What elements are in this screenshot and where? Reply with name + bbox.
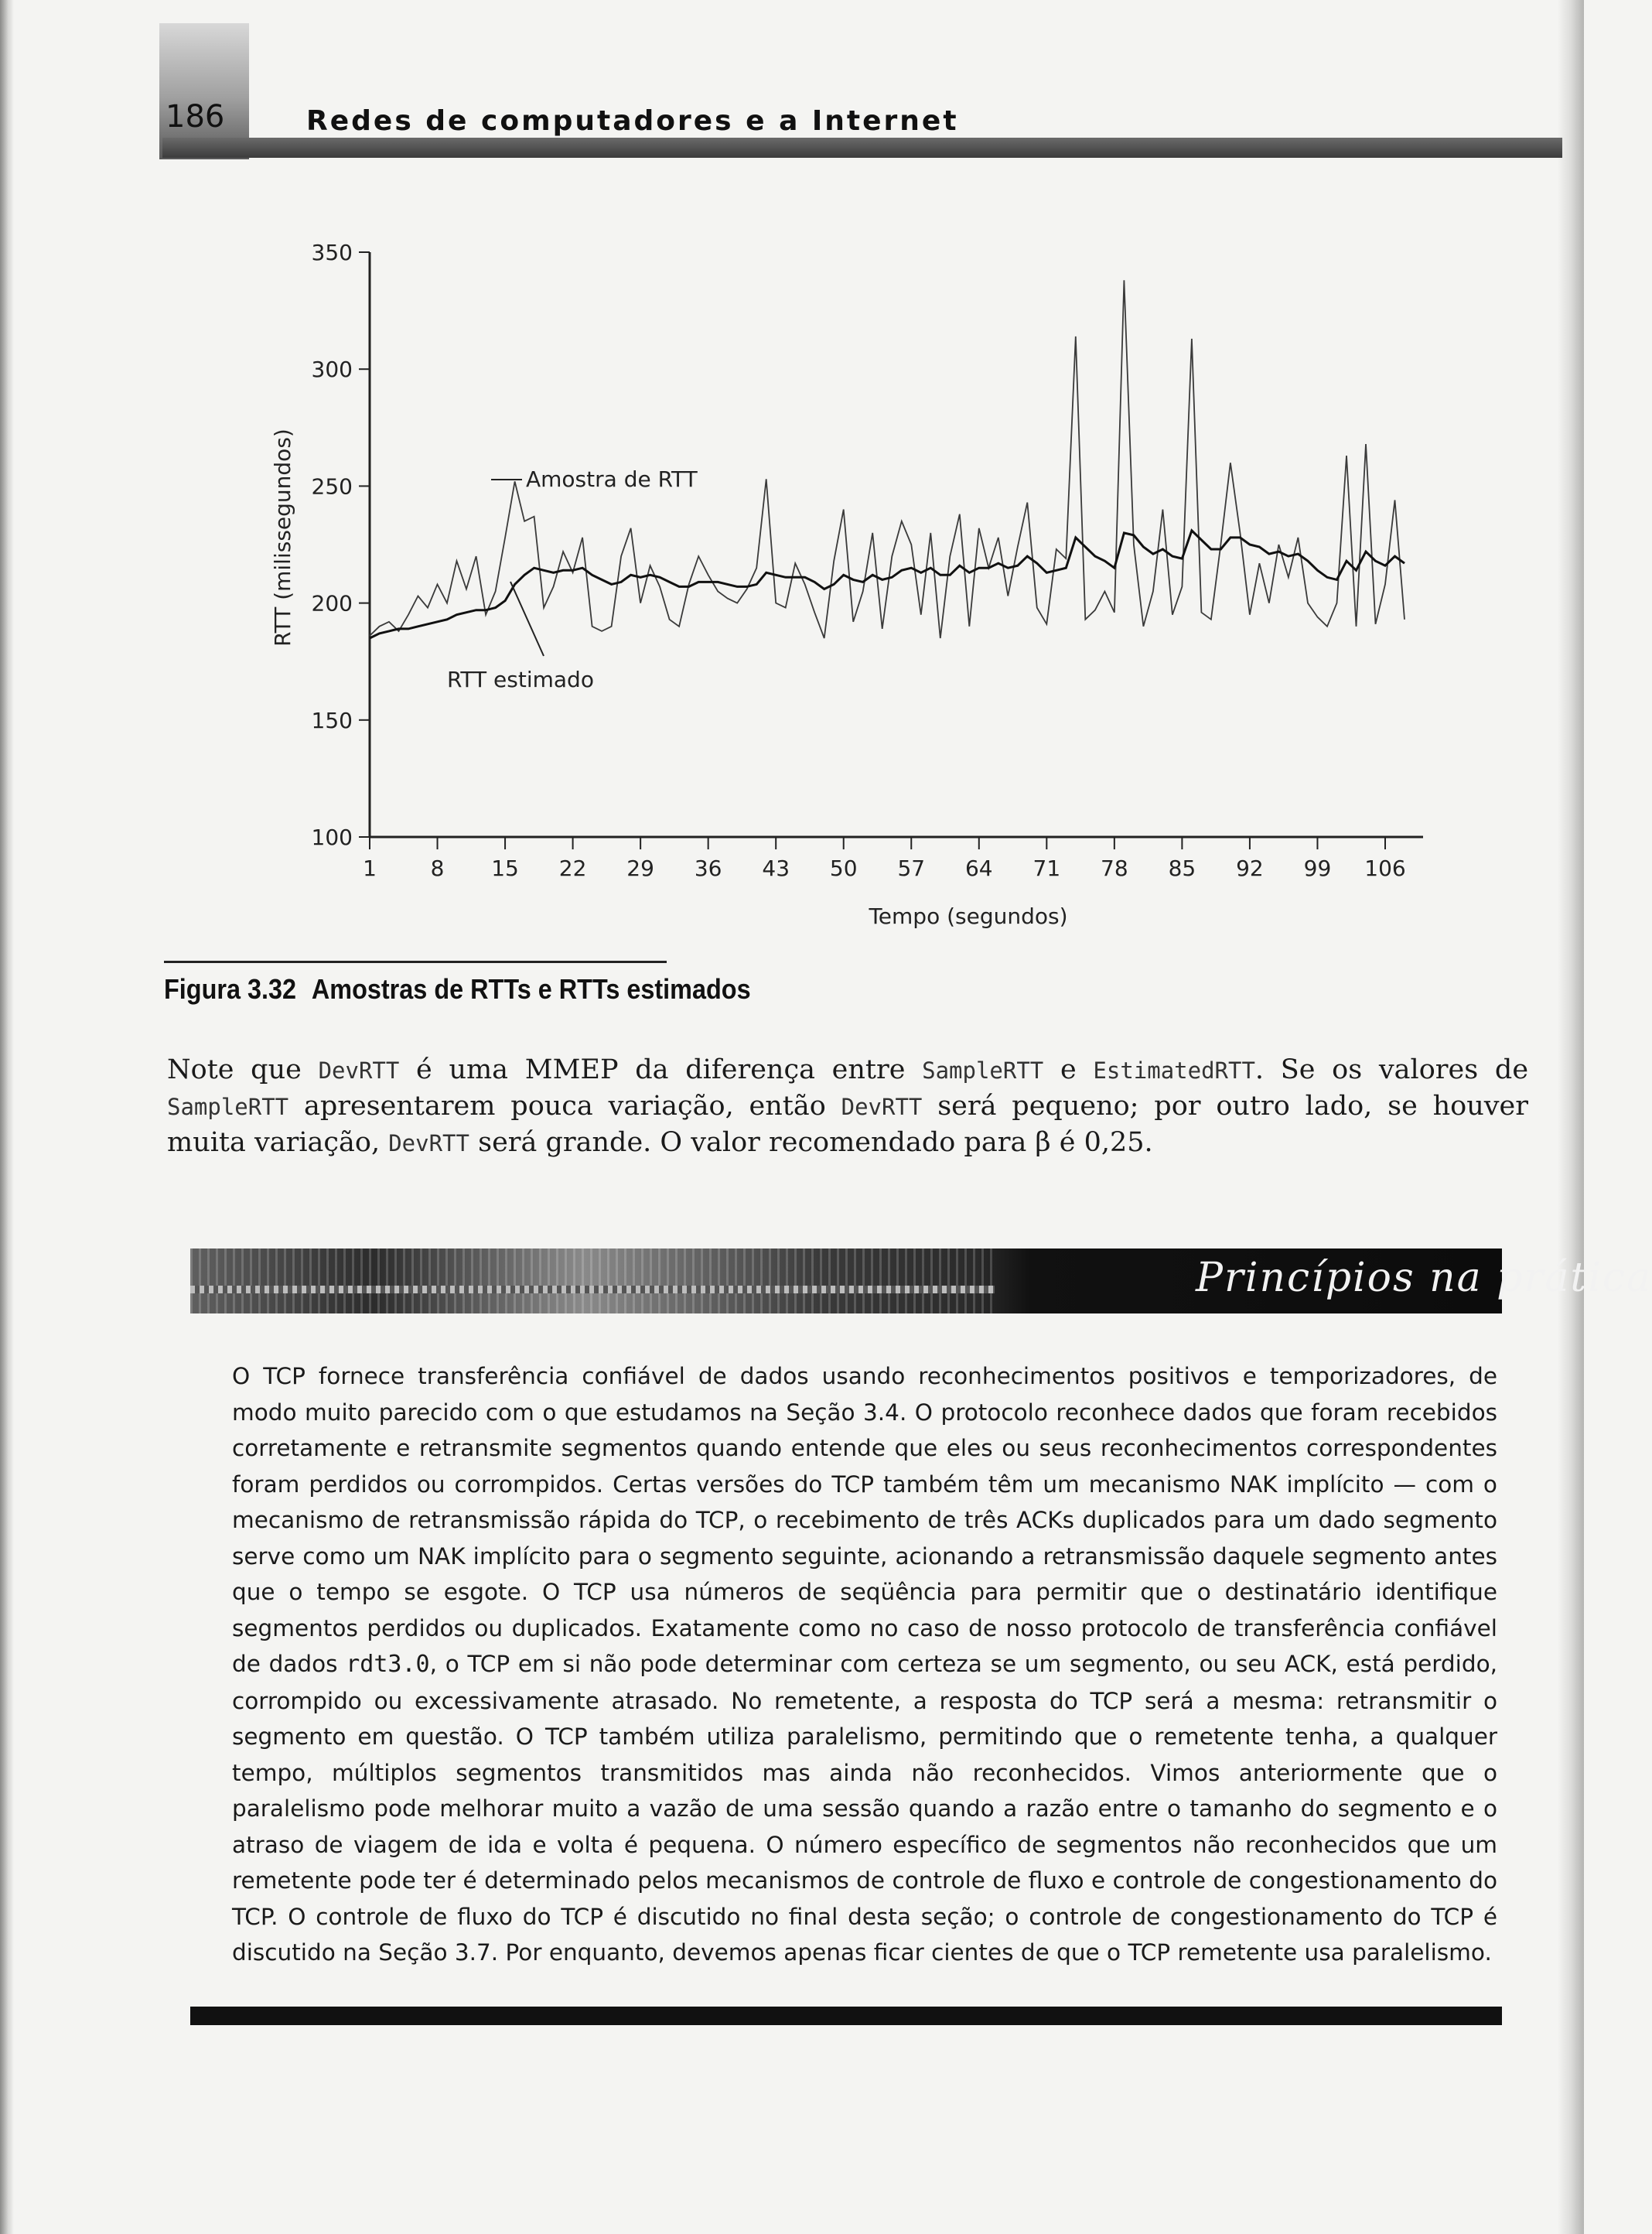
y-tick-label: 150 xyxy=(311,707,353,733)
sample-rtt-line xyxy=(370,280,1405,638)
x-tick-label: 43 xyxy=(762,856,790,881)
paragraph-text: apresentarem pouca variação, então xyxy=(288,1091,841,1122)
x-tick-label: 71 xyxy=(1032,856,1061,881)
x-tick-label: 64 xyxy=(964,856,993,881)
note-paragraph xyxy=(167,1052,1528,1161)
paragraph-text: Note que xyxy=(167,1054,319,1085)
x-tick-label: 15 xyxy=(491,856,519,881)
y-tick-label: 200 xyxy=(311,590,353,617)
x-tick-label: 78 xyxy=(1101,856,1128,881)
code-samplertt: SampleRTT xyxy=(167,1094,289,1120)
paragraph-text: é uma MMEP da diferença entre xyxy=(399,1054,923,1085)
figure-caption xyxy=(164,973,751,1006)
x-tick-label: 22 xyxy=(558,856,587,881)
y-tick-label: 350 xyxy=(311,240,353,265)
caption-rule xyxy=(164,961,667,963)
x-tick-label: 85 xyxy=(1168,856,1196,881)
page-number: 186 xyxy=(166,99,225,135)
paragraph-text: será pequeno; por outro lado, se houver muita variação, xyxy=(167,1091,1528,1158)
estimated-rtt-label: RTT estimado xyxy=(447,667,594,692)
banner-photo-texture xyxy=(190,1249,995,1313)
box-text: O TCP fornece transferência confiável de dados usando reconhecimentos positivos e temporizadores, de modo muito parecido com o que estudamos na Seção 3.4. O protocolo reconhece dados que foram recebidos corretamente e retransmite segmentos quando entende que eles ou seus reconhecimentos correspondentes foram perdidos ou corrompidos. Certas versões do TCP também têm um mecanismo NAK implícito — com o mecanismo de retransmissão rápida do TCP, o recebimento de três ACKs duplicados para um dado segmento serve como um NAK implícito para o segmento seguinte, acionando a retransmissão daquele segmento antes que o tempo se esgote. O TCP usa números de seqüência para permitir que o destinatário identifique segmentos perdidos ou duplicados. Exatamente como no caso de nosso protocolo de transferência confiável de dados xyxy=(232,1363,1497,1677)
chart-series xyxy=(370,280,1405,638)
x-tick-label: 92 xyxy=(1236,856,1264,881)
x-tick-label: 57 xyxy=(897,856,926,881)
estimated-label-leader xyxy=(510,582,544,656)
code-estimatedrtt: EstimatedRTT xyxy=(1093,1057,1255,1084)
box-title: Princípios na prática xyxy=(1196,1255,1652,1301)
sample-rtt-label: Amostra de RTT xyxy=(526,466,698,492)
figure-caption-text: Amostras de RTTs e RTTs estimados xyxy=(311,973,751,1005)
running-title: Redes de computadores e a Internet xyxy=(306,105,959,137)
x-tick-label: 99 xyxy=(1303,856,1332,881)
x-tick-label: 50 xyxy=(829,856,858,881)
x-tick-label: 8 xyxy=(430,856,445,881)
chart-axes xyxy=(370,252,1423,837)
x-axis-label: Tempo (segundos) xyxy=(869,904,1068,929)
figure-number: Figura 3.32 xyxy=(164,973,297,1005)
rtt-chart xyxy=(255,224,1446,944)
code-rdt30: rdt3.0 xyxy=(346,1651,430,1678)
code-devrtt: DevRTT xyxy=(318,1057,400,1084)
x-tick-label: 29 xyxy=(626,856,654,881)
x-tick-label: 1 xyxy=(363,856,377,881)
x-tick-label: 106 xyxy=(1364,856,1406,881)
scan-edge-right xyxy=(1558,0,1584,2234)
y-axis-label: RTT (milissegundos) xyxy=(270,429,295,647)
banner-film-strip xyxy=(190,1286,995,1293)
y-tick-label: 250 xyxy=(311,473,353,500)
box-paragraph xyxy=(232,1358,1497,1971)
y-tick-label: 300 xyxy=(311,357,353,383)
y-tick-label: 100 xyxy=(311,825,353,850)
box-text: , o TCP em si não pode determinar com certeza se um segmento, ou seu ACK, está perdido, corrompido ou excessivamente atrasado. No remetente, a resposta do TCP será a mesma: retransmitir o segmento em questão. O TCP também utiliza paralelismo, permitindo que o remetente tenha, a qualquer tempo, múltiplos segmentos transmitidos mas ainda não reconhecidos. Vimos anteriormente que o paralelismo pode melhorar muito a vazão de uma sessão quando a razão entre o tamanho do segmento e o atraso de viagem de ida e volta é pequena. O número específico de segmentos não reconhecidos que um remetente pode ter é determinado pelos mecanismos de controle de fluxo e controle de congestionamento do TCP. O controle de fluxo do TCP é discutido no final desta seção; o controle de congestionamento do TCP é discutido na Seção 3.7. Por enquanto, devemos apenas ficar cientes de que o TCP remetente usa paralelismo. xyxy=(232,1651,1497,1966)
code-devrtt: DevRTT xyxy=(841,1094,923,1120)
paragraph-text: . Se os valores de xyxy=(1254,1054,1529,1085)
scan-edge-left xyxy=(0,0,14,2234)
code-devrtt: DevRTT xyxy=(388,1130,469,1156)
box-banner xyxy=(190,1249,1652,1313)
x-tick-label: 36 xyxy=(694,856,722,881)
header-bar xyxy=(162,138,1562,158)
estimated-rtt-line xyxy=(370,531,1405,638)
paragraph-text: e xyxy=(1043,1054,1094,1085)
box-bottom-bar xyxy=(190,2007,1502,2025)
paragraph-text: será grande. O valor recomendado para β é 0,25. xyxy=(469,1127,1153,1158)
code-samplertt: SampleRTT xyxy=(922,1057,1044,1084)
